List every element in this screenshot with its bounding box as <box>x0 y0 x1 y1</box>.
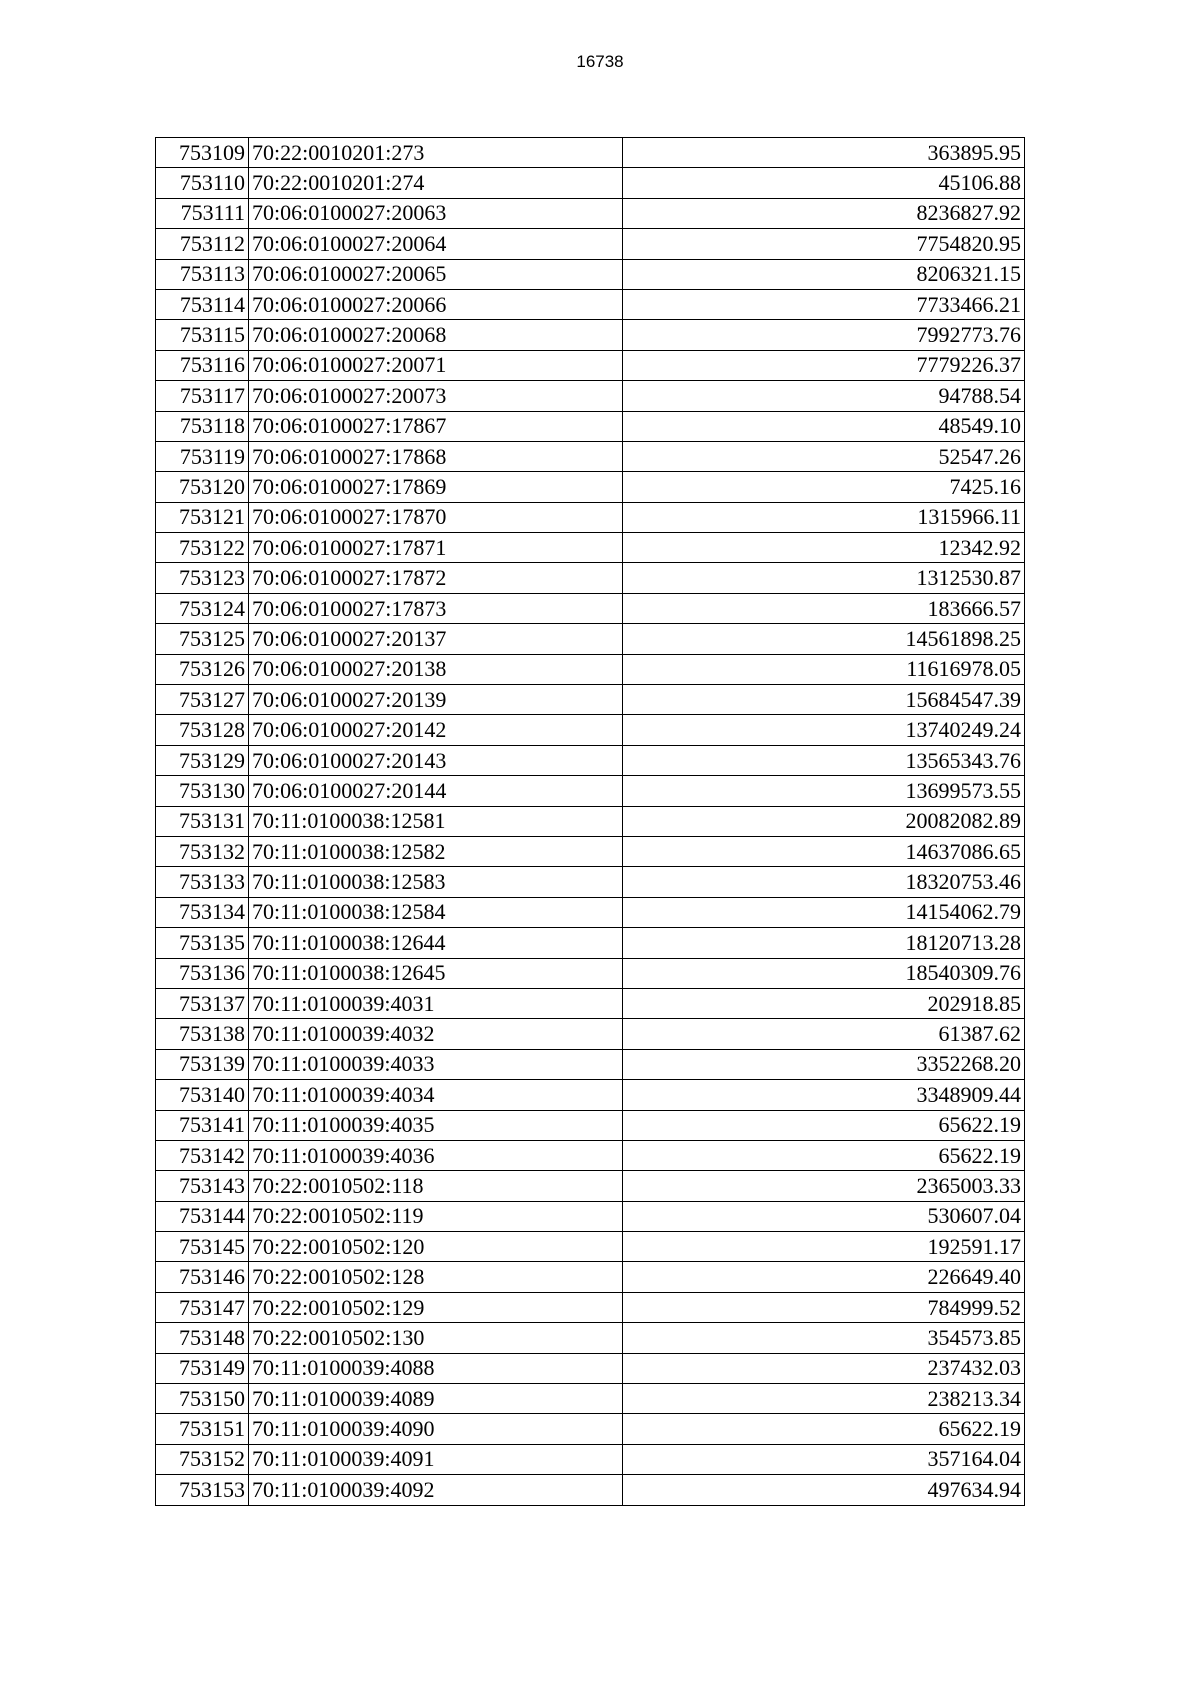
cadastral-number-cell: 70:06:0100027:20142 <box>249 715 623 745</box>
table-row <box>156 229 1025 259</box>
row-number-cell: 753119 <box>156 441 249 471</box>
row-number-cell: 753133 <box>156 867 249 897</box>
row-number-cell: 753126 <box>156 654 249 684</box>
table-row <box>156 1444 1025 1474</box>
table-row <box>156 1140 1025 1170</box>
cadastral-value-cell: 15684547.39 <box>623 685 1025 715</box>
row-number-cell: 753152 <box>156 1444 249 1474</box>
cadastral-value-table <box>155 137 1025 1506</box>
row-number-cell: 753127 <box>156 685 249 715</box>
table-row <box>156 472 1025 502</box>
row-number-cell: 753116 <box>156 350 249 380</box>
cadastral-value-cell: 237432.03 <box>623 1353 1025 1383</box>
cadastral-value-cell: 226649.40 <box>623 1262 1025 1292</box>
row-number-cell: 753128 <box>156 715 249 745</box>
table-row <box>156 958 1025 988</box>
row-number-cell: 753130 <box>156 776 249 806</box>
cadastral-number-cell: 70:06:0100027:17868 <box>249 441 623 471</box>
row-number-cell: 753113 <box>156 259 249 289</box>
table-row <box>156 1019 1025 1049</box>
cadastral-number-cell: 70:06:0100027:20063 <box>249 198 623 228</box>
cadastral-value-cell: 202918.85 <box>623 988 1025 1018</box>
table-row <box>156 776 1025 806</box>
cadastral-number-cell: 70:11:0100039:4033 <box>249 1049 623 1079</box>
row-number-cell: 753132 <box>156 836 249 866</box>
table-row <box>156 897 1025 927</box>
cadastral-value-cell: 497634.94 <box>623 1475 1025 1505</box>
row-number-cell: 753118 <box>156 411 249 441</box>
row-number-cell: 753138 <box>156 1019 249 1049</box>
cadastral-value-cell: 1315966.11 <box>623 502 1025 532</box>
table-row <box>156 624 1025 654</box>
cadastral-number-cell: 70:11:0100039:4088 <box>249 1353 623 1383</box>
row-number-cell: 753149 <box>156 1353 249 1383</box>
row-number-cell: 753122 <box>156 533 249 563</box>
cadastral-value-cell: 13740249.24 <box>623 715 1025 745</box>
table-row <box>156 350 1025 380</box>
cadastral-number-cell: 70:06:0100027:17872 <box>249 563 623 593</box>
table-row <box>156 745 1025 775</box>
cadastral-value-cell: 52547.26 <box>623 441 1025 471</box>
cadastral-number-cell: 70:11:0100039:4031 <box>249 988 623 1018</box>
cadastral-number-cell: 70:22:0010502:119 <box>249 1201 623 1231</box>
cadastral-value-cell: 7779226.37 <box>623 350 1025 380</box>
row-number-cell: 753151 <box>156 1414 249 1444</box>
cadastral-number-cell: 70:11:0100039:4090 <box>249 1414 623 1444</box>
page-number: 16738 <box>576 52 624 71</box>
row-number-cell: 753139 <box>156 1049 249 1079</box>
cadastral-value-cell: 7733466.21 <box>623 289 1025 319</box>
cadastral-number-cell: 70:06:0100027:20144 <box>249 776 623 806</box>
row-number-cell: 753123 <box>156 563 249 593</box>
cadastral-value-cell: 357164.04 <box>623 1444 1025 1474</box>
cadastral-value-cell: 45106.88 <box>623 168 1025 198</box>
row-number-cell: 753147 <box>156 1292 249 1322</box>
cadastral-value-cell: 3352268.20 <box>623 1049 1025 1079</box>
cadastral-value-cell: 12342.92 <box>623 533 1025 563</box>
row-number-cell: 753115 <box>156 320 249 350</box>
cadastral-number-cell: 70:06:0100027:20143 <box>249 745 623 775</box>
table-row <box>156 168 1025 198</box>
table-row <box>156 138 1025 168</box>
cadastral-number-cell: 70:06:0100027:20066 <box>249 289 623 319</box>
cadastral-number-cell: 70:06:0100027:17871 <box>249 533 623 563</box>
cadastral-number-cell: 70:06:0100027:20138 <box>249 654 623 684</box>
cadastral-number-cell: 70:22:0010502:129 <box>249 1292 623 1322</box>
cadastral-value-cell: 61387.62 <box>623 1019 1025 1049</box>
cadastral-value-cell: 238213.34 <box>623 1384 1025 1414</box>
cadastral-value-cell: 8236827.92 <box>623 198 1025 228</box>
cadastral-value-cell: 784999.52 <box>623 1292 1025 1322</box>
table-row <box>156 563 1025 593</box>
cadastral-number-cell: 70:11:0100039:4091 <box>249 1444 623 1474</box>
cadastral-number-cell: 70:11:0100039:4035 <box>249 1110 623 1140</box>
cadastral-value-cell: 3348909.44 <box>623 1080 1025 1110</box>
cadastral-number-cell: 70:06:0100027:20064 <box>249 229 623 259</box>
row-number-cell: 753148 <box>156 1323 249 1353</box>
cadastral-value-cell: 354573.85 <box>623 1323 1025 1353</box>
table-row <box>156 1049 1025 1079</box>
table-row <box>156 289 1025 319</box>
table-row <box>156 806 1025 836</box>
cadastral-number-cell: 70:22:0010201:274 <box>249 168 623 198</box>
cadastral-number-cell: 70:06:0100027:20068 <box>249 320 623 350</box>
table-row <box>156 1414 1025 1444</box>
table-row <box>156 320 1025 350</box>
row-number-cell: 753121 <box>156 502 249 532</box>
cadastral-number-cell: 70:11:0100038:12581 <box>249 806 623 836</box>
table-row <box>156 836 1025 866</box>
cadastral-value-cell: 7425.16 <box>623 472 1025 502</box>
cadastral-number-cell: 70:11:0100038:12584 <box>249 897 623 927</box>
row-number-cell: 753117 <box>156 381 249 411</box>
cadastral-number-cell: 70:22:0010502:128 <box>249 1262 623 1292</box>
table-body <box>156 138 1025 1506</box>
table-row <box>156 988 1025 1018</box>
table-row <box>156 1171 1025 1201</box>
cadastral-value-cell: 7992773.76 <box>623 320 1025 350</box>
table-row <box>156 533 1025 563</box>
row-number-cell: 753137 <box>156 988 249 1018</box>
cadastral-value-cell: 183666.57 <box>623 593 1025 623</box>
table-row <box>156 502 1025 532</box>
cadastral-value-cell: 13699573.55 <box>623 776 1025 806</box>
cadastral-value-cell: 18540309.76 <box>623 958 1025 988</box>
table-row <box>156 928 1025 958</box>
cadastral-value-cell: 65622.19 <box>623 1140 1025 1170</box>
cadastral-value-cell: 363895.95 <box>623 138 1025 168</box>
table-row <box>156 411 1025 441</box>
row-number-cell: 753135 <box>156 928 249 958</box>
row-number-cell: 753150 <box>156 1384 249 1414</box>
table-row <box>156 654 1025 684</box>
cadastral-number-cell: 70:11:0100038:12644 <box>249 928 623 958</box>
cadastral-number-cell: 70:06:0100027:20137 <box>249 624 623 654</box>
cadastral-number-cell: 70:11:0100039:4092 <box>249 1475 623 1505</box>
cadastral-number-cell: 70:11:0100038:12582 <box>249 836 623 866</box>
row-number-cell: 753111 <box>156 198 249 228</box>
table-row <box>156 1262 1025 1292</box>
cadastral-value-cell: 48549.10 <box>623 411 1025 441</box>
table-row <box>156 1323 1025 1353</box>
table-row <box>156 198 1025 228</box>
cadastral-value-cell: 65622.19 <box>623 1110 1025 1140</box>
cadastral-value-cell: 20082082.89 <box>623 806 1025 836</box>
cadastral-number-cell: 70:06:0100027:20139 <box>249 685 623 715</box>
table-row <box>156 1292 1025 1322</box>
table-row <box>156 1110 1025 1140</box>
cadastral-number-cell: 70:06:0100027:17869 <box>249 472 623 502</box>
cadastral-value-cell: 192591.17 <box>623 1232 1025 1262</box>
cadastral-number-cell: 70:06:0100027:17870 <box>249 502 623 532</box>
cadastral-value-cell: 14154062.79 <box>623 897 1025 927</box>
cadastral-number-cell: 70:11:0100039:4032 <box>249 1019 623 1049</box>
cadastral-number-cell: 70:22:0010502:120 <box>249 1232 623 1262</box>
cadastral-number-cell: 70:11:0100039:4034 <box>249 1080 623 1110</box>
row-number-cell: 753144 <box>156 1201 249 1231</box>
table-row <box>156 685 1025 715</box>
table-row <box>156 715 1025 745</box>
cadastral-value-cell: 1312530.87 <box>623 563 1025 593</box>
row-number-cell: 753153 <box>156 1475 249 1505</box>
row-number-cell: 753141 <box>156 1110 249 1140</box>
table-row <box>156 1201 1025 1231</box>
row-number-cell: 753145 <box>156 1232 249 1262</box>
cadastral-number-cell: 70:06:0100027:20071 <box>249 350 623 380</box>
table-row <box>156 441 1025 471</box>
row-number-cell: 753146 <box>156 1262 249 1292</box>
cadastral-value-cell: 2365003.33 <box>623 1171 1025 1201</box>
cadastral-value-cell: 14637086.65 <box>623 836 1025 866</box>
row-number-cell: 753136 <box>156 958 249 988</box>
cadastral-number-cell: 70:06:0100027:17873 <box>249 593 623 623</box>
table-row <box>156 381 1025 411</box>
cadastral-value-cell: 65622.19 <box>623 1414 1025 1444</box>
cadastral-number-cell: 70:11:0100039:4036 <box>249 1140 623 1170</box>
table-row <box>156 1353 1025 1383</box>
table-row <box>156 259 1025 289</box>
cadastral-number-cell: 70:22:0010502:130 <box>249 1323 623 1353</box>
table-row <box>156 1384 1025 1414</box>
cadastral-value-cell: 94788.54 <box>623 381 1025 411</box>
cadastral-number-cell: 70:11:0100039:4089 <box>249 1384 623 1414</box>
table-row <box>156 867 1025 897</box>
row-number-cell: 753110 <box>156 168 249 198</box>
row-number-cell: 753109 <box>156 138 249 168</box>
table-row <box>156 593 1025 623</box>
row-number-cell: 753124 <box>156 593 249 623</box>
cadastral-value-cell: 530607.04 <box>623 1201 1025 1231</box>
row-number-cell: 753112 <box>156 229 249 259</box>
cadastral-number-cell: 70:22:0010201:273 <box>249 138 623 168</box>
row-number-cell: 753134 <box>156 897 249 927</box>
row-number-cell: 753131 <box>156 806 249 836</box>
row-number-cell: 753114 <box>156 289 249 319</box>
row-number-cell: 753140 <box>156 1080 249 1110</box>
cadastral-number-cell: 70:06:0100027:20073 <box>249 381 623 411</box>
row-number-cell: 753125 <box>156 624 249 654</box>
cadastral-number-cell: 70:22:0010502:118 <box>249 1171 623 1201</box>
cadastral-value-cell: 14561898.25 <box>623 624 1025 654</box>
cadastral-value-cell: 8206321.15 <box>623 259 1025 289</box>
table-row <box>156 1080 1025 1110</box>
row-number-cell: 753142 <box>156 1140 249 1170</box>
row-number-cell: 753120 <box>156 472 249 502</box>
table-row <box>156 1475 1025 1505</box>
cadastral-value-cell: 13565343.76 <box>623 745 1025 775</box>
cadastral-value-cell: 11616978.05 <box>623 654 1025 684</box>
cadastral-number-cell: 70:11:0100038:12645 <box>249 958 623 988</box>
row-number-cell: 753143 <box>156 1171 249 1201</box>
row-number-cell: 753129 <box>156 745 249 775</box>
cadastral-number-cell: 70:11:0100038:12583 <box>249 867 623 897</box>
cadastral-value-cell: 18120713.28 <box>623 928 1025 958</box>
cadastral-number-cell: 70:06:0100027:20065 <box>249 259 623 289</box>
cadastral-value-cell: 7754820.95 <box>623 229 1025 259</box>
cadastral-number-cell: 70:06:0100027:17867 <box>249 411 623 441</box>
table-row <box>156 1232 1025 1262</box>
cadastral-value-cell: 18320753.46 <box>623 867 1025 897</box>
